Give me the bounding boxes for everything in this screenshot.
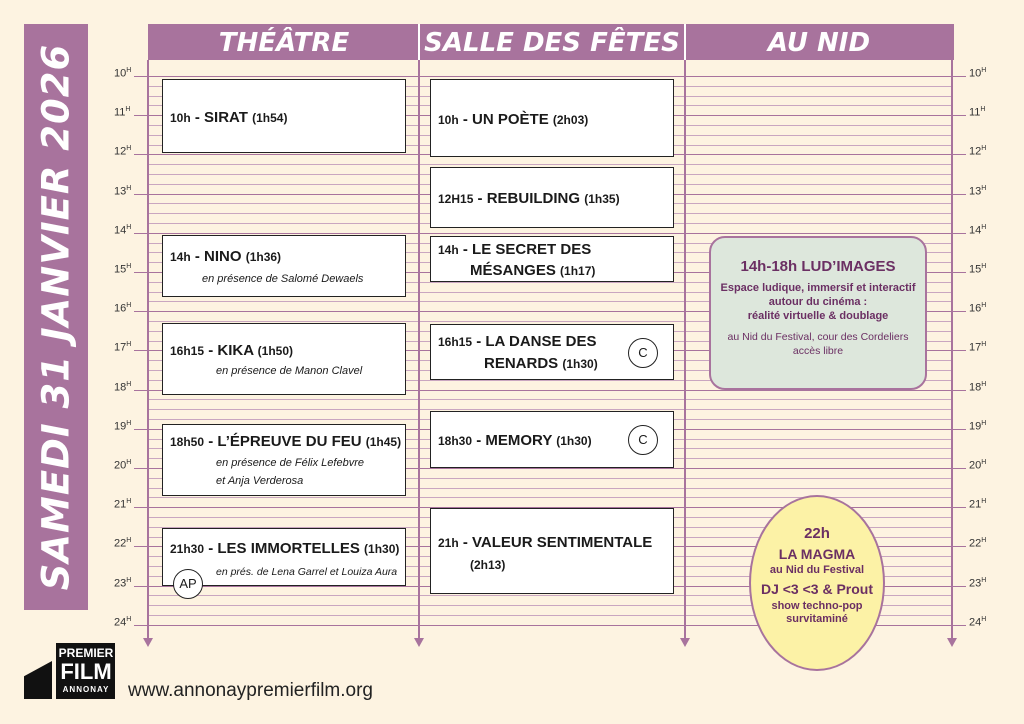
screening-title: 12H15 - REBUILDING (1h35) bbox=[438, 190, 620, 207]
hour-label bbox=[969, 537, 986, 550]
column-line bbox=[147, 60, 149, 640]
header-divider bbox=[684, 24, 686, 60]
ludimages-line: au Nid du Festival, cour des Cordeliers bbox=[727, 331, 909, 343]
hour-label bbox=[114, 341, 131, 354]
hour-label bbox=[969, 67, 986, 80]
magma-line: show techno-pop bbox=[771, 600, 863, 612]
guest-note: en présence de Salomé Dewaels bbox=[202, 273, 364, 285]
hour-label bbox=[114, 67, 131, 80]
hour-suffix: H bbox=[981, 302, 987, 309]
hour-label bbox=[114, 145, 131, 158]
hour-number: 18 bbox=[969, 381, 982, 394]
screening-title: 14h - LE SECRET DES bbox=[438, 241, 592, 258]
hour-suffix: H bbox=[981, 498, 987, 505]
hour-suffix: H bbox=[126, 577, 132, 584]
hour-suffix: H bbox=[126, 459, 132, 466]
guest-note: et Anja Verderosa bbox=[216, 475, 304, 487]
hour-number: 23 bbox=[114, 577, 127, 590]
quarter-line bbox=[148, 164, 952, 165]
screening-title: 16h15 - KIKA (1h50) bbox=[170, 342, 293, 359]
hour-suffix: H bbox=[125, 106, 131, 113]
hour-suffix: H bbox=[981, 381, 987, 388]
premier-film-logo bbox=[24, 643, 115, 699]
magma-time: 22h bbox=[804, 525, 830, 542]
screening-title: MÉSANGES (1h17) bbox=[470, 262, 596, 279]
hour-number: 16 bbox=[114, 302, 127, 315]
hour-label bbox=[969, 263, 986, 276]
hour-number: 14 bbox=[969, 224, 982, 237]
hour-number: 18 bbox=[114, 381, 127, 394]
hour-label bbox=[114, 459, 131, 472]
hour-suffix: H bbox=[126, 185, 132, 192]
hour-number: 15 bbox=[969, 263, 982, 276]
column-line bbox=[418, 60, 420, 640]
logo-mark bbox=[24, 661, 52, 699]
hour-label bbox=[969, 498, 986, 511]
screening-title: 21h - VALEUR SENTIMENTALE bbox=[438, 534, 653, 551]
hour-number: 11 bbox=[969, 106, 981, 119]
hour-suffix: H bbox=[126, 420, 132, 427]
hour-label bbox=[114, 498, 131, 511]
c-badge: C bbox=[628, 338, 658, 368]
magma-line: survitaminé bbox=[786, 613, 848, 625]
screening-box bbox=[162, 323, 406, 395]
website-link[interactable]: www.annonaypremierfilm.org bbox=[128, 680, 373, 701]
hour-label bbox=[114, 185, 131, 198]
hour-suffix: H bbox=[981, 145, 987, 152]
hour-label bbox=[114, 106, 130, 119]
screening-title: 10h - SIRAT (1h54) bbox=[170, 109, 288, 126]
column-line bbox=[951, 60, 953, 640]
hour-suffix: H bbox=[126, 224, 132, 231]
hour-suffix: H bbox=[981, 616, 987, 623]
arrow-down-icon bbox=[143, 638, 153, 647]
hour-number: 12 bbox=[114, 145, 127, 158]
date-title: SAMEDI 31 JANVIER 2026 bbox=[34, 43, 78, 591]
guest-note: en prés. de Lena Garrel et Louiza Aura bbox=[216, 566, 398, 578]
column-title-au-nid: AU NID bbox=[767, 28, 871, 58]
hour-label bbox=[114, 224, 131, 237]
hour-number: 11 bbox=[114, 106, 126, 119]
ap-badge: AP bbox=[173, 569, 203, 599]
guest-note: en présence de Félix Lefebvre bbox=[216, 457, 364, 469]
hour-suffix: H bbox=[981, 224, 987, 231]
hour-number: 22 bbox=[969, 537, 982, 550]
screening-box bbox=[162, 235, 406, 297]
hour-number: 24 bbox=[114, 616, 127, 629]
hour-suffix: H bbox=[126, 302, 132, 309]
hour-suffix: H bbox=[126, 381, 132, 388]
hour-suffix: H bbox=[981, 537, 987, 544]
hour-suffix: H bbox=[981, 263, 987, 270]
hour-label bbox=[969, 381, 986, 394]
screening-title: 10h - UN POÈTE (2h03) bbox=[438, 111, 589, 128]
header-divider bbox=[418, 24, 420, 60]
quarter-line bbox=[148, 409, 952, 410]
hour-suffix: H bbox=[981, 341, 987, 348]
hour-label bbox=[969, 106, 985, 119]
hour-label bbox=[969, 577, 986, 590]
hour-number: 24 bbox=[969, 616, 982, 629]
hour-label bbox=[114, 263, 131, 276]
screening-title: 21h30 - LES IMMORTELLES (1h30) bbox=[170, 540, 400, 557]
hour-label bbox=[969, 224, 986, 237]
magma-circle bbox=[749, 495, 885, 671]
quarter-line bbox=[148, 399, 952, 400]
screening-title: 14h - NINO (1h36) bbox=[170, 248, 282, 265]
hour-number: 17 bbox=[969, 341, 982, 354]
screening-box bbox=[430, 508, 674, 594]
hour-label bbox=[114, 302, 131, 315]
hour-number: 13 bbox=[114, 185, 127, 198]
ludimages-line: autour du cinéma : bbox=[768, 296, 868, 308]
hour-suffix: H bbox=[981, 577, 987, 584]
logo-text-film: FILM bbox=[60, 659, 112, 684]
ludimages-line: Espace ludique, immersif et interactif bbox=[720, 282, 916, 294]
hour-number: 21 bbox=[114, 498, 127, 511]
hour-number: 20 bbox=[969, 459, 982, 472]
hour-suffix: H bbox=[126, 341, 132, 348]
arrow-down-icon bbox=[680, 638, 690, 647]
arrow-down-icon bbox=[414, 638, 424, 647]
hour-suffix: H bbox=[980, 106, 986, 113]
hour-suffix: H bbox=[126, 498, 132, 505]
screening-title: 16h15 - LA DANSE DES bbox=[438, 333, 597, 350]
hour-number: 15 bbox=[114, 263, 127, 276]
hour-number: 12 bbox=[969, 145, 982, 158]
screening-title: RENARDS (1h30) bbox=[484, 355, 598, 372]
hour-line bbox=[134, 76, 966, 77]
hour-number: 19 bbox=[969, 420, 982, 433]
hour-number: 23 bbox=[969, 577, 982, 590]
hour-number: 22 bbox=[114, 537, 127, 550]
hour-line bbox=[134, 233, 966, 234]
hour-number: 13 bbox=[969, 185, 982, 198]
hour-suffix: H bbox=[126, 616, 132, 623]
c-badge: C bbox=[628, 425, 658, 455]
screening-title: 18h30 - MEMORY (1h30) bbox=[438, 432, 592, 449]
hour-number: 21 bbox=[969, 498, 982, 511]
hour-label bbox=[969, 420, 986, 433]
hour-suffix: H bbox=[981, 459, 987, 466]
ludimages-line: accès libre bbox=[792, 345, 844, 357]
ludimages-box bbox=[709, 236, 927, 390]
column-title-salle-des-fetes: SALLE DES FÊTES bbox=[424, 28, 680, 58]
hour-suffix: H bbox=[981, 185, 987, 192]
hour-suffix: H bbox=[981, 420, 987, 427]
logo-text-annonay: ANNONAY bbox=[62, 685, 110, 694]
hour-label bbox=[969, 616, 986, 629]
hour-label bbox=[969, 459, 986, 472]
hour-number: 19 bbox=[114, 420, 127, 433]
hour-suffix: H bbox=[126, 67, 132, 74]
magma-place: au Nid du Festival bbox=[769, 564, 865, 576]
hour-label bbox=[114, 420, 131, 433]
hour-number: 16 bbox=[969, 302, 982, 315]
magma-dj: DJ <3 <3 & Prout bbox=[760, 581, 874, 597]
hour-suffix: H bbox=[981, 67, 987, 74]
hour-number: 10 bbox=[969, 67, 982, 80]
ludimages-line: réalité virtuelle & doublage bbox=[747, 310, 889, 322]
magma-title: LA MAGMA bbox=[778, 546, 856, 562]
hour-label bbox=[114, 616, 131, 629]
hour-number: 17 bbox=[114, 341, 127, 354]
column-title-theatre: THÉÂTRE bbox=[218, 28, 350, 58]
logo-text-premier: PREMIER bbox=[58, 646, 114, 660]
hour-number: 20 bbox=[114, 459, 127, 472]
ludimages-title: 14h-18h LUD’IMAGES bbox=[740, 258, 896, 275]
screening-duration: (2h13) bbox=[470, 558, 506, 572]
hour-label bbox=[969, 185, 986, 198]
arrow-down-icon bbox=[947, 638, 957, 647]
column-line bbox=[684, 60, 686, 640]
hour-label bbox=[969, 341, 986, 354]
hour-number: 10 bbox=[114, 67, 127, 80]
hour-suffix: H bbox=[126, 145, 132, 152]
hour-label bbox=[969, 302, 986, 315]
hour-suffix: H bbox=[126, 537, 132, 544]
screening-title: 18h50 - L’ÉPREUVE DU FEU (1h45) bbox=[170, 433, 402, 450]
hour-suffix: H bbox=[126, 263, 132, 270]
hour-label bbox=[114, 381, 131, 394]
hour-label bbox=[969, 145, 986, 158]
hour-label bbox=[114, 537, 131, 550]
hour-number: 14 bbox=[114, 224, 127, 237]
hour-label bbox=[114, 577, 131, 590]
guest-note: en présence de Manon Clavel bbox=[216, 365, 363, 377]
